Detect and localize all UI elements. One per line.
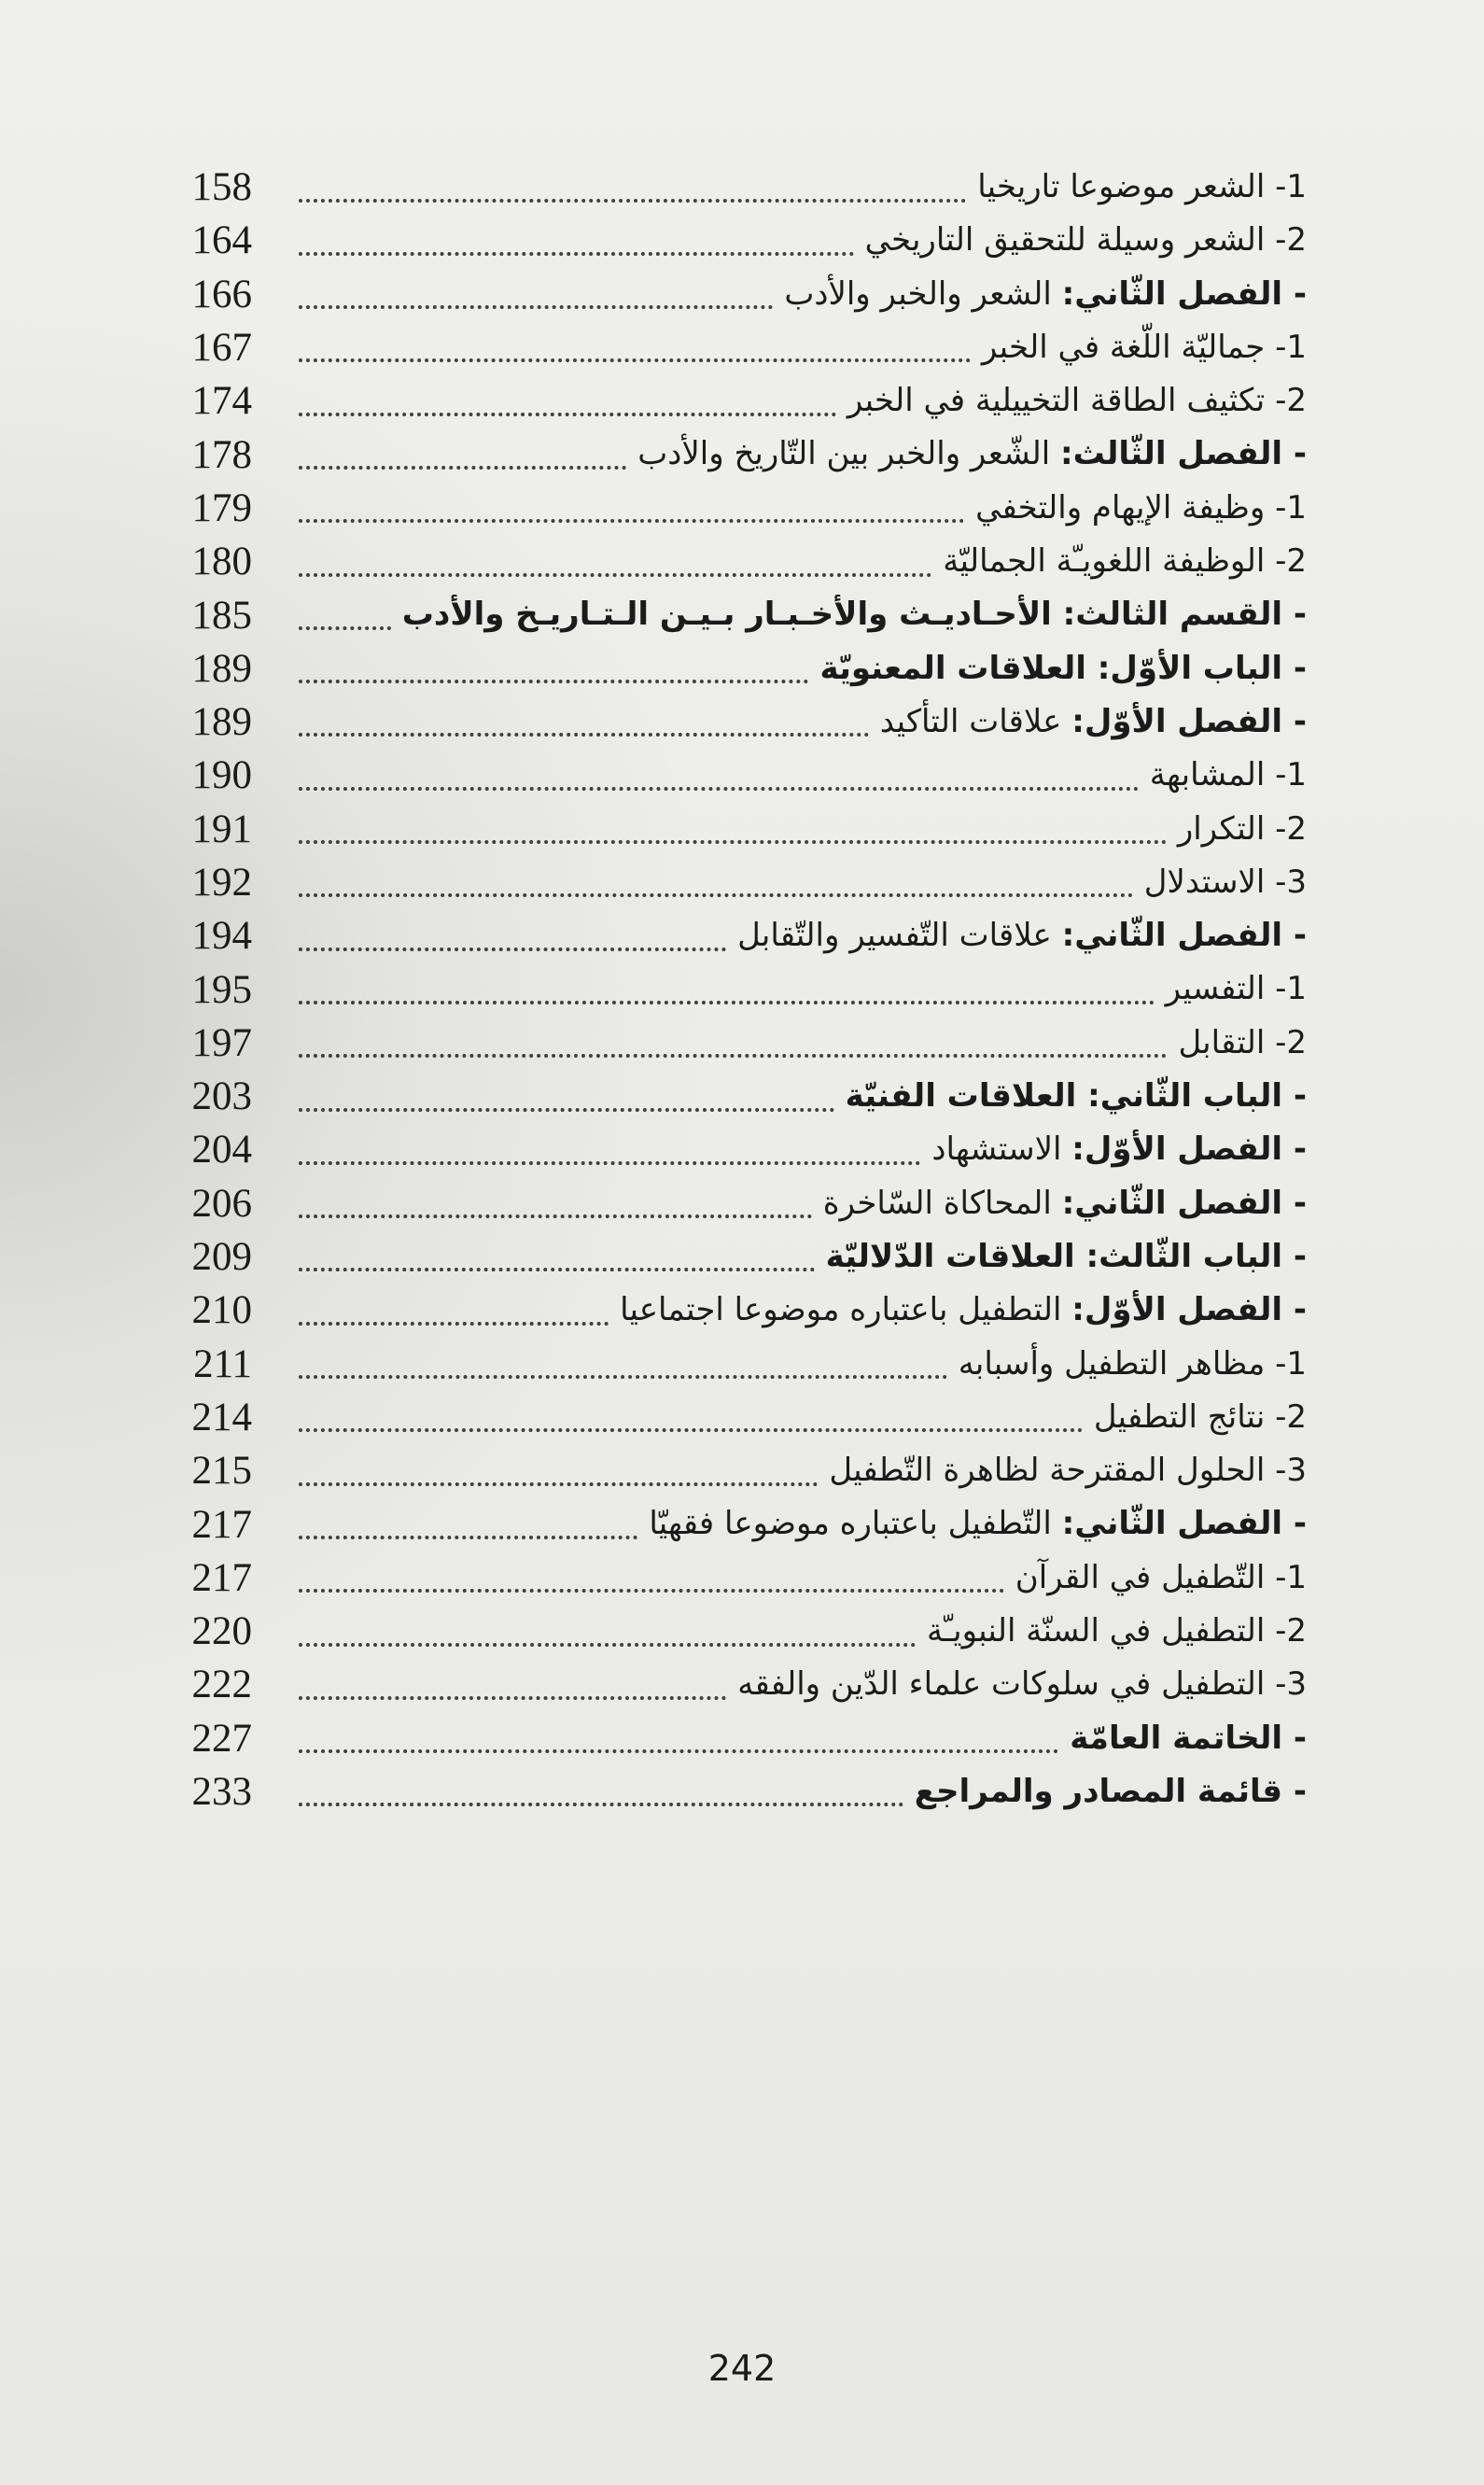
toc-page-number: 210	[191, 1288, 252, 1333]
toc-page-number: 197	[191, 1020, 252, 1065]
toc-entry-text: 2- التطفيل في السنّة النبويـّة	[926, 1612, 1307, 1650]
dot-leader	[299, 1748, 1058, 1753]
toc-entry	[168, 268, 1307, 321]
toc-entry-heading: - الباب الثّاني: العلاقات الفنيّة	[845, 1077, 1307, 1116]
toc-entry-heading: - الفصل الثّاني:	[1061, 274, 1307, 313]
toc-page-number: 179	[191, 485, 252, 530]
toc-page-number: 222	[191, 1663, 252, 1707]
dot-leader	[299, 625, 391, 630]
toc-entry-title	[1133, 856, 1307, 909]
dot-leader	[299, 1801, 903, 1806]
toc-entry-title	[1058, 1712, 1307, 1765]
toc-entry-heading: - القسم الثالث: الأحـاديـث والأخـبـار بـيـن الـتـاريـخ والأدب	[401, 596, 1307, 634]
dot-leader	[299, 197, 966, 203]
toc-entry-heading: - الفصل الأوّل:	[1071, 1291, 1307, 1329]
dot-leader	[299, 1587, 1004, 1593]
toc-page-number: 166	[191, 272, 252, 316]
toc-entry-title	[1083, 1391, 1307, 1444]
toc-entry	[168, 428, 1307, 481]
toc-entry-title	[947, 1338, 1307, 1391]
toc-entry-title	[808, 642, 1307, 695]
toc-entry-text: 2- التكرار	[1177, 809, 1307, 848]
toc-entry	[168, 1230, 1307, 1284]
toc-page-number: 174	[191, 379, 252, 424]
toc-entry	[168, 1497, 1307, 1551]
toc-entry	[168, 1177, 1307, 1230]
toc-page-number: 209	[191, 1235, 252, 1280]
toc-entry	[168, 321, 1307, 374]
toc-entry-title	[916, 1605, 1307, 1658]
toc-entry-title	[773, 268, 1307, 321]
dot-leader	[299, 1266, 815, 1271]
toc-entry-heading: - الباب الأوّل: العلاقات المعنويّة	[819, 649, 1307, 687]
toc-entry-heading: - الفصل الأوّل:	[1071, 702, 1307, 740]
toc-entry	[168, 749, 1307, 802]
dot-leader	[299, 838, 1167, 844]
dot-leader	[299, 250, 854, 256]
toc-entry-title	[1167, 803, 1307, 856]
toc-entry	[168, 161, 1307, 214]
toc-entry-title	[1004, 1551, 1307, 1605]
toc-entry-text: 1- المشابهة	[1149, 756, 1307, 794]
toc-entry-title	[931, 535, 1307, 588]
toc-entry-title	[966, 161, 1307, 214]
toc-entry-title	[726, 909, 1307, 962]
toc-page-number: 167	[191, 326, 252, 371]
page-number: 242	[707, 2348, 777, 2389]
dot-leader	[299, 1534, 637, 1539]
toc-entry	[168, 588, 1307, 641]
toc-entry-heading: - قائمة المصادر والمراجع	[914, 1772, 1307, 1810]
dot-leader	[299, 464, 626, 470]
toc-page-number: 164	[191, 218, 252, 263]
toc-entry-title	[834, 1070, 1307, 1123]
toc-entry-text: الشعر والخبر والأدب	[784, 274, 1062, 313]
toc-page-number: 190	[191, 753, 252, 798]
toc-entry	[168, 1391, 1307, 1444]
toc-entry-text: 1- الشعر موضوعا تاريخيا	[977, 168, 1307, 205]
toc-entry	[168, 1444, 1307, 1497]
toc-entry	[168, 962, 1307, 1016]
dot-leader	[299, 785, 1139, 791]
toc-entry-title	[920, 1123, 1307, 1176]
toc-page-number: 203	[191, 1074, 252, 1119]
dot-leader	[299, 1159, 920, 1165]
toc-entry-text: 3- التطفيل في سلوكات علماء الدّين والفقه	[737, 1665, 1307, 1704]
toc-entry-title	[726, 1658, 1307, 1711]
dot-leader	[299, 1641, 916, 1647]
dot-leader	[299, 946, 726, 951]
toc-entry	[168, 1765, 1307, 1818]
dot-leader	[299, 303, 773, 309]
toc-entry-text: 2- الشعر وسيلة للتحقيق التاريخي	[864, 221, 1307, 260]
toc-entry-title	[818, 1444, 1307, 1497]
toc-entry	[168, 695, 1307, 749]
toc-entry-heading: - الفصل الثّاني:	[1061, 1184, 1307, 1222]
toc-entry-text: 3- الحلول المقترحة لظاهرة التّطفيل	[829, 1452, 1307, 1490]
toc-entry-title	[1167, 1017, 1307, 1070]
toc-entry	[168, 1070, 1307, 1123]
toc-entry-text: 3- الاستدلال	[1143, 863, 1307, 901]
toc-entry-title	[1155, 962, 1307, 1016]
toc-page-number: 191	[191, 807, 252, 851]
toc-entry	[168, 642, 1307, 695]
toc-entry-title	[637, 1497, 1307, 1551]
dot-leader	[299, 571, 931, 577]
dot-leader	[299, 1694, 726, 1700]
toc-entry	[168, 1017, 1307, 1070]
toc-entry	[168, 374, 1307, 428]
dot-leader	[299, 517, 964, 523]
toc-entry-text: 1- مظاهر التطفيل وأسبابه	[958, 1344, 1307, 1383]
toc-entry	[168, 1123, 1307, 1176]
dot-leader	[299, 1320, 609, 1326]
dot-leader	[299, 1373, 947, 1379]
table-of-contents	[168, 161, 1307, 1818]
toc-entry-heading: - الفصل الثّاني:	[1061, 1505, 1307, 1543]
toc-entry	[168, 214, 1307, 267]
toc-entry-text: 1- التفسير	[1165, 970, 1307, 1008]
toc-entry-title	[971, 321, 1307, 374]
toc-entry	[168, 1551, 1307, 1605]
toc-page-number: 220	[191, 1609, 252, 1654]
toc-page-number: 192	[191, 861, 252, 905]
toc-entry-text: التّطفيل باعتباره موضوعا فقهيّا	[649, 1505, 1062, 1543]
toc-entry-title	[391, 588, 1307, 641]
toc-entry-text: 2- تكثيف الطاقة التخييلية في الخبر	[847, 382, 1307, 420]
toc-page-number: 217	[191, 1502, 252, 1547]
toc-entry	[168, 482, 1307, 535]
toc-entry-text: 2- نتائج التطفيل	[1093, 1397, 1307, 1436]
toc-page-number: 227	[191, 1716, 252, 1761]
toc-page-number: 211	[193, 1341, 252, 1386]
toc-entry	[168, 1338, 1307, 1391]
toc-entry-text: 1- جماليّة اللّغة في الخبر	[981, 328, 1307, 366]
toc-entry-heading: - الفصل الثّالث:	[1060, 435, 1307, 473]
toc-page-number: 214	[191, 1395, 252, 1439]
dot-leader	[299, 999, 1155, 1004]
toc-entry	[168, 803, 1307, 856]
toc-entry	[168, 535, 1307, 588]
toc-entry-heading: - الخاتمة العامّة	[1070, 1719, 1307, 1757]
toc-entry	[168, 856, 1307, 909]
dot-leader	[299, 731, 869, 737]
toc-entry	[168, 909, 1307, 962]
toc-entry-text: 1- وظيفة الإيهام والتخفي	[975, 488, 1307, 526]
toc-entry-title	[815, 1230, 1307, 1284]
toc-entry-title	[812, 1177, 1307, 1230]
toc-entry-title	[854, 214, 1307, 267]
toc-entry-text: علاقات التأكيد	[879, 702, 1072, 740]
toc-entry-text: الاستشهاد	[931, 1130, 1072, 1169]
toc-entry-text: الشّعر والخبر بين التّاريخ والأدب	[637, 435, 1061, 473]
toc-page-number: 180	[191, 540, 252, 584]
toc-entry-title	[609, 1284, 1307, 1337]
dot-leader	[299, 678, 808, 683]
toc-entry-heading: - الفصل الأوّل:	[1071, 1130, 1307, 1169]
toc-entry-heading: - الباب الثّالث: العلاقات الدّلاليّة	[825, 1237, 1307, 1275]
dot-leader	[299, 411, 836, 416]
dot-leader	[299, 1052, 1167, 1058]
toc-entry-text: 1- التّطفيل في القرآن	[1015, 1558, 1307, 1596]
dot-leader	[299, 1106, 834, 1112]
toc-entry-heading: - الفصل الثّاني:	[1061, 917, 1307, 955]
toc-entry-title	[836, 374, 1307, 428]
toc-page-number: 189	[191, 646, 252, 691]
dot-leader	[299, 1481, 818, 1486]
dot-leader	[299, 357, 971, 362]
toc-page-number: 178	[191, 432, 252, 477]
toc-entry-text: 2- الوظيفة اللغويـّة الجماليّة	[943, 542, 1307, 581]
toc-entry-text: المحاكاة السّاخرة	[822, 1184, 1062, 1222]
dot-leader	[299, 1213, 812, 1218]
toc-entry-text: 2- التقابل	[1178, 1023, 1307, 1061]
toc-entry-title	[1139, 749, 1307, 802]
dot-leader	[299, 892, 1133, 897]
toc-entry	[168, 1605, 1307, 1658]
toc-entry	[168, 1284, 1307, 1337]
toc-entry-title	[964, 482, 1307, 535]
toc-page-number: 217	[191, 1555, 252, 1600]
toc-page-number: 158	[191, 165, 252, 210]
toc-entry-title	[903, 1765, 1307, 1818]
dot-leader	[299, 1426, 1083, 1432]
toc-page-number: 233	[191, 1770, 252, 1815]
toc-entry-title	[869, 695, 1307, 749]
toc-entry-text: التطفيل باعتباره موضوعا اجتماعيا	[620, 1291, 1072, 1329]
toc-entry-text: علاقات التّفسير والتّقابل	[737, 917, 1062, 955]
toc-page-number: 194	[191, 914, 252, 959]
toc-page-number: 206	[191, 1181, 252, 1226]
toc-page-number: 215	[191, 1449, 252, 1494]
toc-page-number: 185	[191, 593, 252, 638]
toc-entry	[168, 1658, 1307, 1711]
toc-entry	[168, 1712, 1307, 1765]
toc-entry-title	[626, 428, 1307, 481]
toc-page-number: 204	[191, 1128, 252, 1172]
toc-page-number: 189	[191, 700, 252, 745]
toc-page-number: 195	[191, 967, 252, 1012]
